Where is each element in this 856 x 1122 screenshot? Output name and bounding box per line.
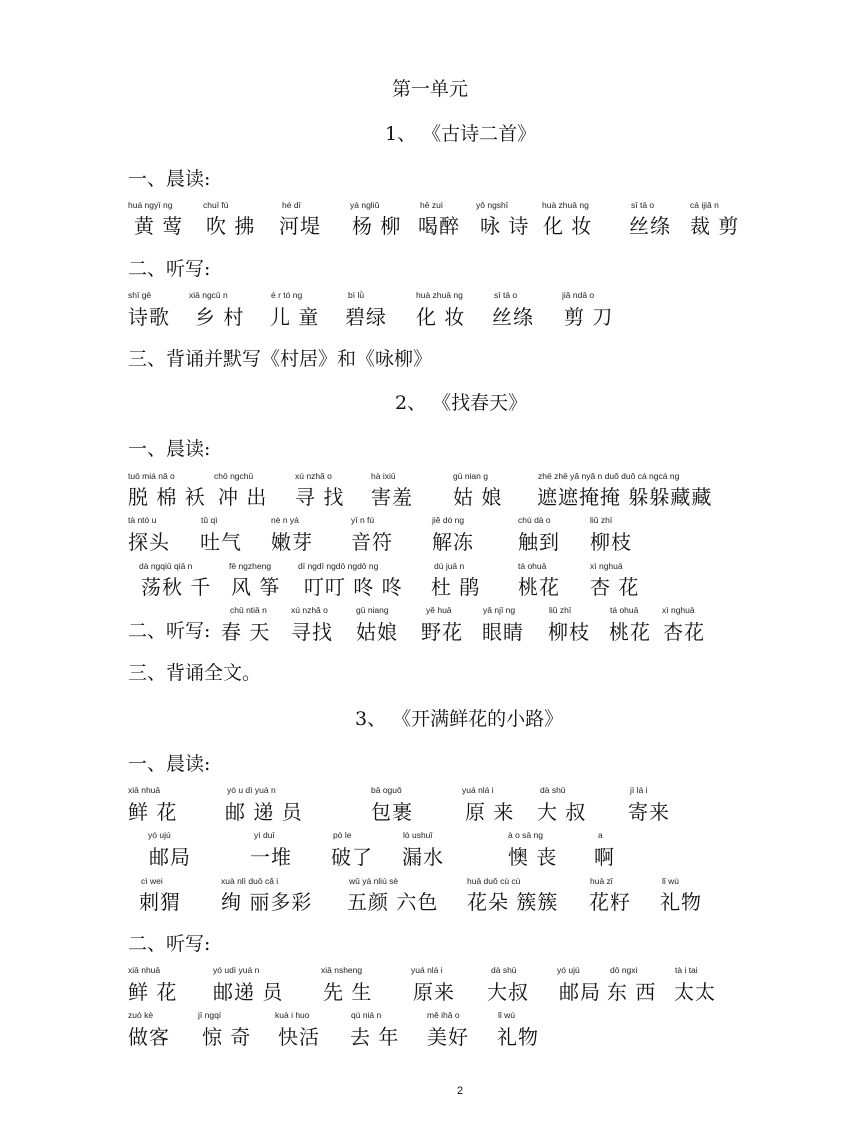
word: 害羞 bbox=[371, 485, 413, 509]
pinyin: tà ntó u bbox=[128, 515, 157, 525]
word: 去 年 bbox=[350, 1025, 400, 1049]
word: 寄来 bbox=[628, 800, 670, 824]
word: 诗歌 bbox=[128, 305, 170, 329]
lesson-2-morning-label: 一、晨读: bbox=[128, 438, 211, 460]
word: 触到 bbox=[518, 530, 560, 554]
word: 荡秋 千 bbox=[141, 575, 212, 599]
pinyin: nè n yá bbox=[271, 515, 299, 525]
word: 丝绦 bbox=[629, 214, 671, 238]
pinyin: tǔ qì bbox=[201, 515, 218, 525]
word: 寻 找 bbox=[295, 485, 345, 509]
pinyin: yó udì yuá n bbox=[213, 965, 260, 975]
word: 遮遮掩掩 躲躲藏藏 bbox=[537, 485, 713, 509]
word: 杜 鹃 bbox=[431, 575, 481, 599]
word: 剪 刀 bbox=[564, 305, 614, 329]
pinyin: xiā nhuā bbox=[128, 965, 161, 975]
pinyin: xì nghuā bbox=[590, 561, 623, 571]
lesson-3-morning-label: 一、晨读: bbox=[128, 753, 211, 775]
pinyin: hē zuì bbox=[420, 200, 444, 210]
word: 黄 莺 bbox=[134, 214, 184, 238]
pinyin: dà ngqiū qiā n bbox=[139, 561, 193, 571]
word: 咏 诗 bbox=[480, 214, 530, 238]
word: 解冻 bbox=[432, 530, 474, 554]
pinyin: xiā nhuā bbox=[128, 785, 161, 795]
pinyin: mě ihǎ o bbox=[427, 1010, 460, 1020]
pinyin: huā zǐ bbox=[590, 876, 613, 886]
pinyin: pò le bbox=[333, 830, 352, 840]
word: 原 来 bbox=[465, 800, 515, 824]
word: 邮局 bbox=[149, 845, 191, 869]
word: 原来 bbox=[413, 980, 455, 1004]
word: 叮叮 咚 咚 bbox=[304, 575, 403, 599]
pinyin: yì duī bbox=[254, 830, 275, 840]
pinyin: hà ixiū bbox=[371, 471, 396, 481]
word: 柳枝 bbox=[548, 620, 590, 644]
word: 美好 bbox=[427, 1025, 469, 1049]
pinyin: jī ngqí bbox=[198, 1010, 222, 1020]
word: 杏花 bbox=[663, 620, 705, 644]
word: 脱 棉 袄 bbox=[128, 485, 206, 509]
word: 刺猬 bbox=[139, 890, 181, 914]
word: 野花 bbox=[421, 620, 463, 644]
pinyin: a bbox=[598, 830, 603, 840]
word: 花朵 簇簇 bbox=[467, 890, 559, 914]
word: 风 筝 bbox=[231, 575, 281, 599]
word: 太太 bbox=[674, 980, 716, 1004]
lesson-1-dictation-label: 二、听写: bbox=[128, 258, 211, 280]
lesson-3-dictation-label: 二、听写: bbox=[128, 933, 211, 955]
word: 杨 柳 bbox=[352, 214, 402, 238]
word: 五颜 六色 bbox=[347, 890, 439, 914]
pinyin: yá ngliǔ bbox=[350, 200, 380, 210]
pinyin: jiǎ ndā o bbox=[562, 290, 595, 300]
pinyin: lǐ wù bbox=[662, 876, 680, 886]
pinyin: yě huā bbox=[426, 605, 452, 615]
word: 春 天 bbox=[221, 620, 271, 644]
word: 杏 花 bbox=[590, 575, 640, 599]
word: 乡 村 bbox=[195, 305, 245, 329]
pinyin: é r tó ng bbox=[271, 290, 303, 300]
word: 包裹 bbox=[371, 800, 413, 824]
pinyin: yó u dì yuá n bbox=[227, 785, 276, 795]
pinyin: tà i tai bbox=[675, 965, 698, 975]
lesson-1-title: 1、 《古诗二首》 bbox=[385, 123, 537, 145]
word: 冲 出 bbox=[218, 485, 268, 509]
pinyin: zuò kè bbox=[128, 1010, 154, 1020]
word: 喝醉 bbox=[418, 214, 460, 238]
pinyin: zhē zhē yǎ nyǎ n duǒ duǒ cá ngcá ng bbox=[538, 471, 680, 481]
pinyin: liǔ zhī bbox=[549, 605, 572, 615]
pinyin: huā duǒ cù cù bbox=[467, 876, 521, 886]
pinyin: dī ngdī ngdō ngdō ng bbox=[298, 561, 379, 571]
word: 懊 丧 bbox=[508, 845, 558, 869]
pinyin: fē ngzheng bbox=[229, 561, 272, 571]
pinyin: liǔ zhī bbox=[590, 515, 613, 525]
pinyin: dà shū bbox=[491, 965, 517, 975]
word: 吹 拂 bbox=[206, 214, 256, 238]
page-number: 2 bbox=[457, 1085, 464, 1097]
word: 丝绦 bbox=[492, 305, 534, 329]
word: 花籽 bbox=[589, 890, 631, 914]
word: 东 西 bbox=[607, 980, 657, 1004]
lesson-1-recite: 三、背诵并默写《村居》和《咏柳》 bbox=[128, 348, 433, 370]
word: 鲜 花 bbox=[128, 800, 178, 824]
word: 鲜 花 bbox=[128, 980, 178, 1004]
word: 邮局 bbox=[559, 980, 601, 1004]
word: 惊 奇 bbox=[202, 1025, 252, 1049]
word: 礼物 bbox=[660, 890, 702, 914]
lesson-2-dictation-label: 二、听写: bbox=[128, 620, 211, 642]
word: 桃花 bbox=[518, 575, 560, 599]
word: 化 妆 bbox=[416, 305, 466, 329]
pinyin: xuà nlì duō cǎ i bbox=[221, 876, 279, 886]
pinyin: yǎ njī ng bbox=[483, 605, 516, 615]
pinyin: gū nian g bbox=[453, 471, 488, 481]
pinyin: yó ujú bbox=[557, 965, 580, 975]
lesson-1-morning-label: 一、晨读: bbox=[128, 168, 211, 190]
pinyin: kuà i huo bbox=[275, 1010, 310, 1020]
word: 儿 童 bbox=[270, 305, 320, 329]
lesson-2-recite: 三、背诵全文。 bbox=[128, 662, 262, 684]
word: 柳枝 bbox=[590, 530, 632, 554]
pinyin: dō ngxi bbox=[610, 965, 638, 975]
pinyin: yī n fú bbox=[351, 515, 375, 525]
word: 大 叔 bbox=[537, 800, 587, 824]
pinyin: cá ijiǎ n bbox=[690, 200, 719, 210]
word: 河堤 bbox=[279, 214, 321, 238]
pinyin: xiā ngcū n bbox=[189, 290, 228, 300]
word: 嫩芽 bbox=[271, 530, 313, 554]
pinyin: dà shū bbox=[540, 785, 566, 795]
pinyin: à o sā ng bbox=[508, 830, 543, 840]
pinyin: chū ntiā n bbox=[230, 605, 267, 615]
word: 啊 bbox=[594, 845, 615, 869]
pinyin: wǔ yá nliù sè bbox=[349, 876, 399, 886]
pinyin: jiě dò ng bbox=[432, 515, 465, 525]
pinyin: xiā nsheng bbox=[321, 965, 363, 975]
pinyin: lǐ wù bbox=[498, 1010, 516, 1020]
word: 碧绿 bbox=[345, 305, 387, 329]
word: 探头 bbox=[128, 530, 170, 554]
pinyin: yó ujú bbox=[148, 830, 171, 840]
word: 破了 bbox=[331, 845, 373, 869]
pinyin: bì lǜ bbox=[348, 290, 365, 300]
word: 礼物 bbox=[497, 1025, 539, 1049]
pinyin: tuō miá nǎ o bbox=[128, 471, 175, 481]
pinyin: chuī fú bbox=[203, 200, 229, 210]
pinyin: xú nzhǎ o bbox=[295, 471, 332, 481]
pinyin: cì wei bbox=[141, 876, 163, 886]
pinyin: yuá nlá i bbox=[462, 785, 494, 795]
word: 邮递 员 bbox=[213, 980, 284, 1004]
pinyin: qù niá n bbox=[351, 1010, 382, 1020]
pinyin: huà zhuā ng bbox=[416, 290, 463, 300]
word: 先 生 bbox=[323, 980, 373, 1004]
pinyin: sī tā o bbox=[631, 200, 655, 210]
word: 快活 bbox=[278, 1025, 320, 1049]
pinyin: yuá nlá i bbox=[411, 965, 443, 975]
word: 桃花 bbox=[609, 620, 651, 644]
word: 绚 丽多彩 bbox=[221, 890, 313, 914]
word: 眼睛 bbox=[482, 620, 524, 644]
pinyin: shī gē bbox=[128, 290, 152, 300]
word: 吐气 bbox=[200, 530, 242, 554]
lesson-2-title: 2、 《找春天》 bbox=[395, 392, 528, 414]
pinyin: sī tā o bbox=[494, 290, 518, 300]
word: 姑 娘 bbox=[453, 485, 503, 509]
unit-title: 第一单元 bbox=[392, 78, 469, 100]
word: 音符 bbox=[351, 530, 393, 554]
word: 化 妆 bbox=[543, 214, 593, 238]
pinyin: xì nghuā bbox=[662, 605, 695, 615]
pinyin: dù juā n bbox=[434, 561, 465, 571]
pinyin: jì lá i bbox=[630, 785, 648, 795]
word: 大叔 bbox=[487, 980, 529, 1004]
pinyin: tá ohuā bbox=[518, 561, 547, 571]
pinyin: chō ngchū bbox=[214, 471, 254, 481]
pinyin: huá ngyī ng bbox=[128, 200, 173, 210]
pinyin: yǒ ngshī bbox=[476, 200, 509, 210]
pinyin: chù dà o bbox=[518, 515, 551, 525]
word: 漏水 bbox=[402, 845, 444, 869]
pinyin: huà zhuā ng bbox=[542, 200, 589, 210]
word: 邮 递 员 bbox=[225, 800, 303, 824]
pinyin: tá ohuā bbox=[610, 605, 639, 615]
word: 寻找 bbox=[291, 620, 333, 644]
pinyin: bā oguǒ bbox=[371, 785, 402, 795]
word: 一堆 bbox=[250, 845, 292, 869]
word: 裁 剪 bbox=[690, 214, 740, 238]
pinyin: hé dī bbox=[282, 200, 301, 210]
pinyin: lò ushuǐ bbox=[403, 830, 433, 840]
pinyin: xú nzhǎ o bbox=[291, 605, 328, 615]
pinyin: gū niang bbox=[356, 605, 389, 615]
word: 做客 bbox=[128, 1025, 170, 1049]
word: 姑娘 bbox=[356, 620, 398, 644]
lesson-3-title: 3、 《开满鲜花的小路》 bbox=[355, 708, 564, 730]
